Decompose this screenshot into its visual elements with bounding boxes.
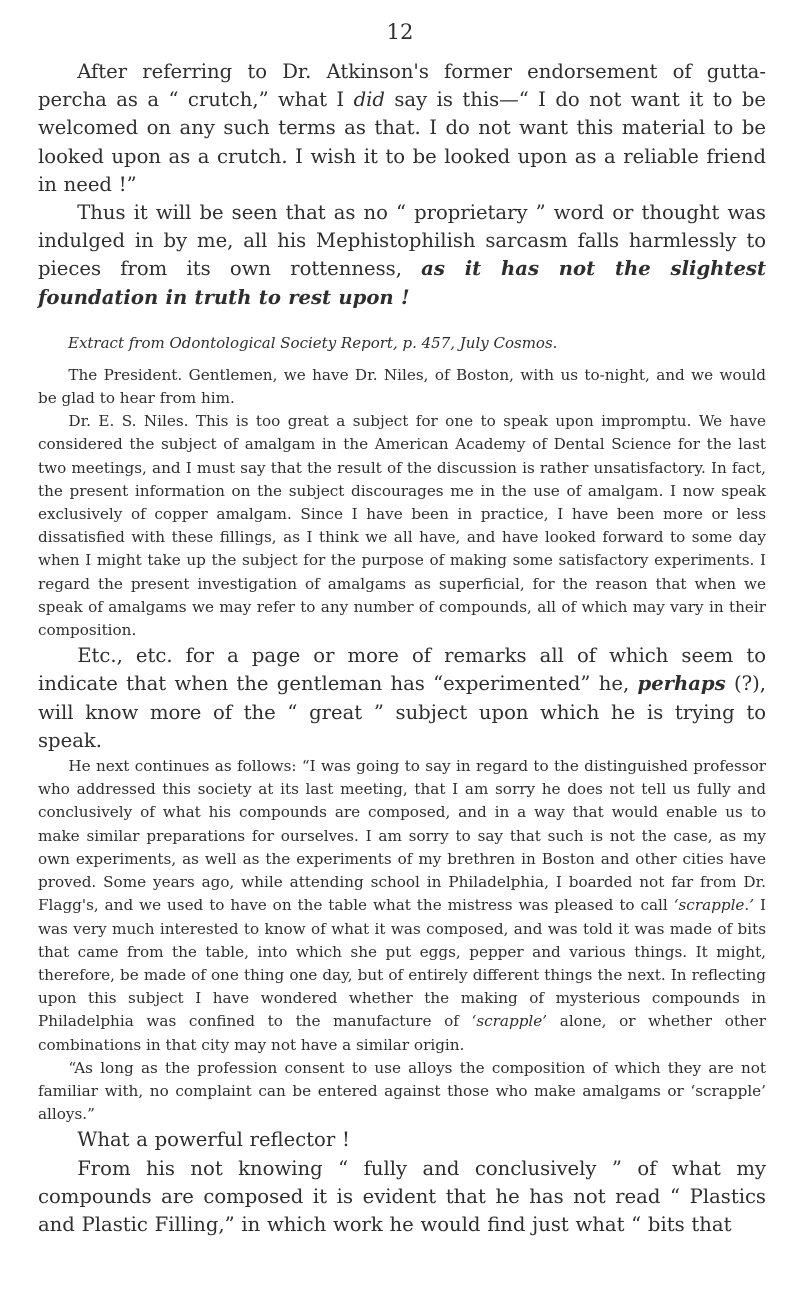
emphasis: as it has not the slightest foundation in truth to rest upon ! (38, 257, 766, 309)
paragraph-plastics: From his not knowing “ fully and conclusively ” of what my compounds are composed it is evident that he has not read “ Plastics and Plastic Filling,” in which work he would find just what “ bits that (38, 1156, 766, 1236)
text-run: (?), will know more of the “ great ” subject upon which he is trying to speak. (38, 672, 767, 752)
text-run: I was very much interested to know of what it was composed, and was told it was made of bits that came from the table, into which she put eggs, pepper and various things. It might, therefore, be made of one thing one day, but of entirely different things the next. In reflecting upon this subject I have wondered whether the making of mysterious compounds in Philadelphia was confined to the manufacture of (38, 896, 766, 1031)
quote-president: The President. Gentlemen, we have Dr. Niles, of Boston, with us to-night, and we would be glad to hear from him. (38, 365, 766, 408)
paragraph-reflector: What a powerful reflector ! (77, 1128, 350, 1152)
text-run: Thus it will be seen that as no “ proprietary ” word or thought was indulged in by me, all his Mephistophilish sarcasm falls harmlessly to pieces from its own rottenness, (38, 201, 766, 281)
emphasis: did (353, 88, 385, 112)
text-run: He next continues as follows: “I was going to say in regard to the distinguished professor who addressed this society at its last meeting, that I am sorry he does not tell us fully and conclusively of what his compounds are composed, and in a way that would enable us to make similar preparations for ourselves. I am sorry to say that such is not the case, as my own experiments, as well as the experiments of my brethren in Boston and other cities have proved. Some years ago, while attending school in Philadelphia, I boarded not far from Dr. Flagg's, and we used to have on the table what the mistress was pleased to call (38, 757, 766, 915)
emphasis: perhaps (637, 672, 726, 696)
emphasis: ‘scrapple.’ (673, 896, 755, 915)
quote-alloys: “As long as the profession consent to use alloys the composition of which they are not familiar with, no complaint can be entered against those who make amalgams or ‘scrapple’ alloys.” (38, 1058, 766, 1124)
paragraph-sarcasm (38, 199, 766, 312)
text-run: say is this—“ I do not want it to be welcomed on any such terms as that. I do not want this material to be looked upon as a crutch. I wish it to be looked upon as a reliable friend in need !” (38, 88, 766, 196)
paragraph-crutch (38, 58, 766, 199)
text-run: alone, or whether other combinations in that city may not have a similar origin. (38, 1012, 766, 1054)
quote-scrapple (38, 755, 766, 1057)
paragraph-etc (38, 642, 766, 755)
extract-heading (38, 332, 766, 354)
page-number: 12 (386, 20, 414, 44)
text-run: Etc., etc. for a page or more of remarks all of which seem to indicate that when the gentleman has “experimented” he, (38, 644, 766, 696)
quote-niles: Dr. E. S. Niles. This is too great a subject for one to speak upon impromptu. We have considered the subject of amalgam in the American Academy of Dental Science for the last two meetings, and I must say that the result of the discussion is rather unsatisfactory. In fact, the present information on the subject discourages me in the use of amalgam. I now speak exclusively of copper amalgam. Since I have been in practice, I have been more or less dissatisfied with these fillings, as I think we all have, and have looked forward to some day when I might take up the subject for the purpose of making some satisfactory experiments. I regard the present investigation of amalgams as superficial, for the reason that when we speak of amalgams we may refer to any number of compounds, all of which may vary in their composition. (38, 412, 766, 640)
emphasis: ‘scrapple’ (471, 1012, 548, 1031)
extract-citation: Extract from Odontological Society Report, p. 457, July Cosmos. (68, 333, 558, 352)
page-body (38, 58, 766, 1239)
text-run: After referring to Dr. Atkinson's former endorsement of gutta-percha as a “ crutch,” what I (38, 60, 766, 112)
